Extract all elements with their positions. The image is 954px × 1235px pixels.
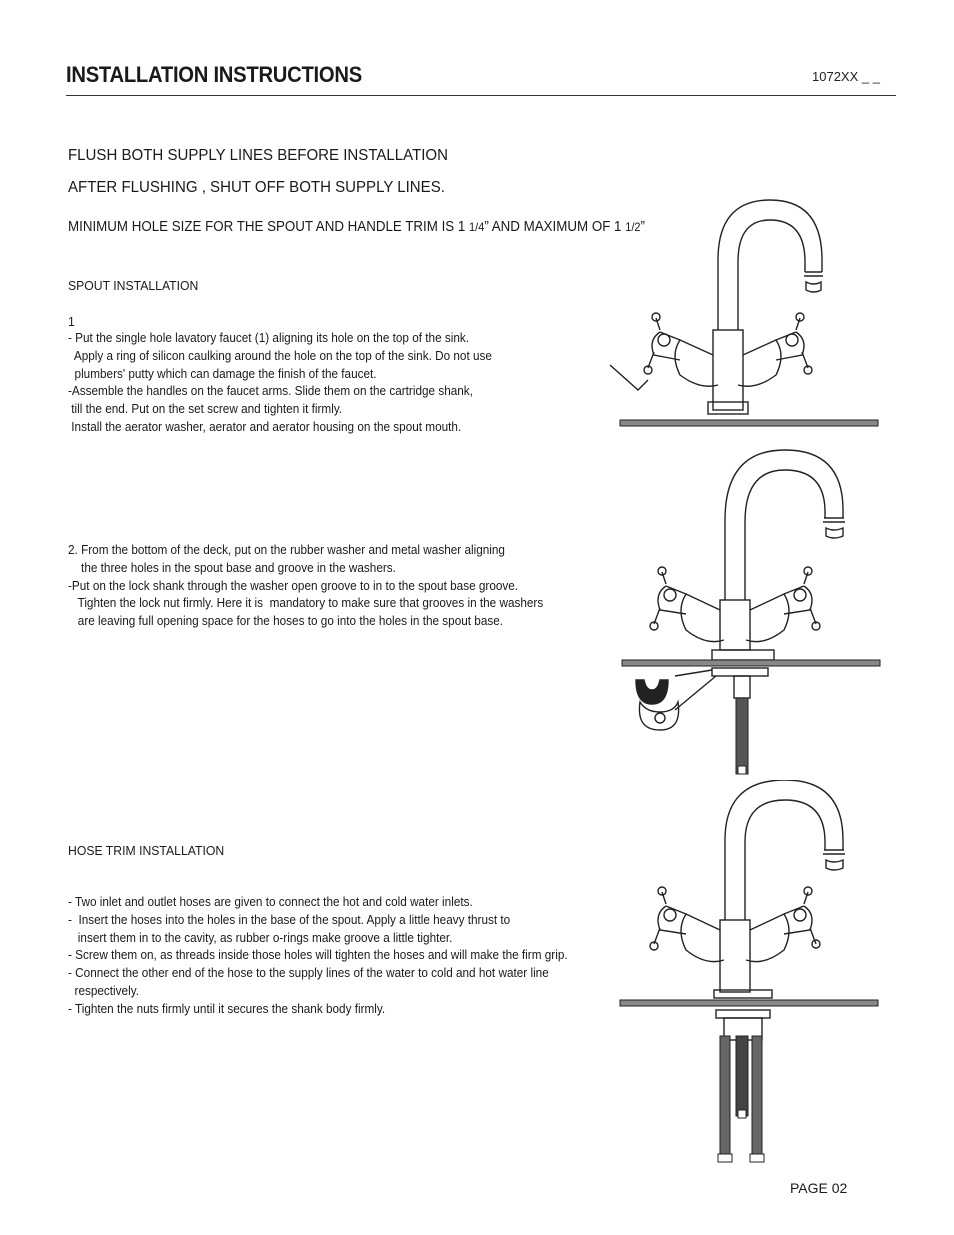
instruction-line: - Two inlet and outlet hoses are given to connect the hot and cold water inlets. [68, 895, 473, 909]
hose-trim-heading: HOSE TRIM INSTALLATION [68, 843, 225, 858]
instruction-line: - Tighten the nuts firmly until it secures the shank body firmly. [68, 1001, 386, 1016]
spout-installation-heading: SPOUT INSTALLATION [68, 278, 199, 293]
instruction-line: -Assemble the handles on the faucet arms. Slide them on the cartridge shank, [68, 384, 473, 399]
min-hole-size-note: MINIMUM HOLE SIZE FOR THE SPOUT AND HANDLE TRIM IS 1 1/4” AND MAXIMUM OF 1 1/2” [68, 219, 645, 235]
instruction-line: - Insert the hoses into the holes in the base of the spout. Apply a little heavy thrust to [68, 912, 511, 927]
instruction-line: 2. From the bottom of the deck, put on the rubber washer and metal washer aligning [68, 543, 505, 557]
instruction-line: - Connect the other end of the hose to the supply lines of the water to cold and hot water line [68, 966, 549, 981]
instruction-line: Tighten the lock nut firmly. Here it is mandatory to make sure that grooves in the washers [68, 596, 544, 611]
deck-instructions [68, 542, 543, 631]
page-number: PAGE 02 [790, 1180, 848, 1196]
model-number: 1072XX _ _ [812, 69, 880, 84]
instruction-line: Install the aerator washer, aerator and aerator housing on the spout mouth. [68, 419, 462, 434]
instruction-line: are leaving full opening space for the hoses to go into the holes in the spout base. [68, 614, 504, 629]
page-title: INSTALLATION INSTRUCTIONS [66, 62, 362, 87]
header-divider [66, 95, 896, 96]
instruction-line: - Screw them on, as threads inside those holes will tighten the hoses and will make the firm grip. [68, 948, 568, 963]
instruction-line: insert them in to the cavity, as rubber o-rings make groove a little tighter. [68, 930, 453, 945]
instruction-line: -Put on the lock shank through the washer open groove to in to the spout base groove. [68, 578, 519, 593]
step-number: 1 [68, 314, 75, 329]
flush-instruction: FLUSH BOTH SUPPLY LINES BEFORE INSTALLATION [68, 147, 448, 164]
instruction-line: Apply a ring of silicon caulking around the hole on the top of the sink. Do not use [68, 348, 492, 363]
instruction-line: plumbers' putty which can damage the finish of the faucet. [68, 366, 377, 381]
instruction-line: respectively. [68, 983, 139, 998]
hose-instructions [68, 894, 568, 1019]
instruction-line: till the end. Put on the set screw and tighten it firmly. [68, 402, 343, 417]
instruction-line: - Put the single hole lavatory faucet (1) aligning its hole on the top of the sink. [68, 331, 470, 345]
shutoff-instruction: AFTER FLUSHING , SHUT OFF BOTH SUPPLY LINES. [68, 179, 445, 196]
hose-trim-illustration [600, 780, 890, 1170]
instruction-line: the three holes in the spout base and groove in the washers. [68, 560, 396, 575]
washer-lock-shank-illustration [600, 440, 890, 780]
spout-instructions [68, 330, 492, 437]
faucet-on-sink-illustration [600, 190, 890, 440]
